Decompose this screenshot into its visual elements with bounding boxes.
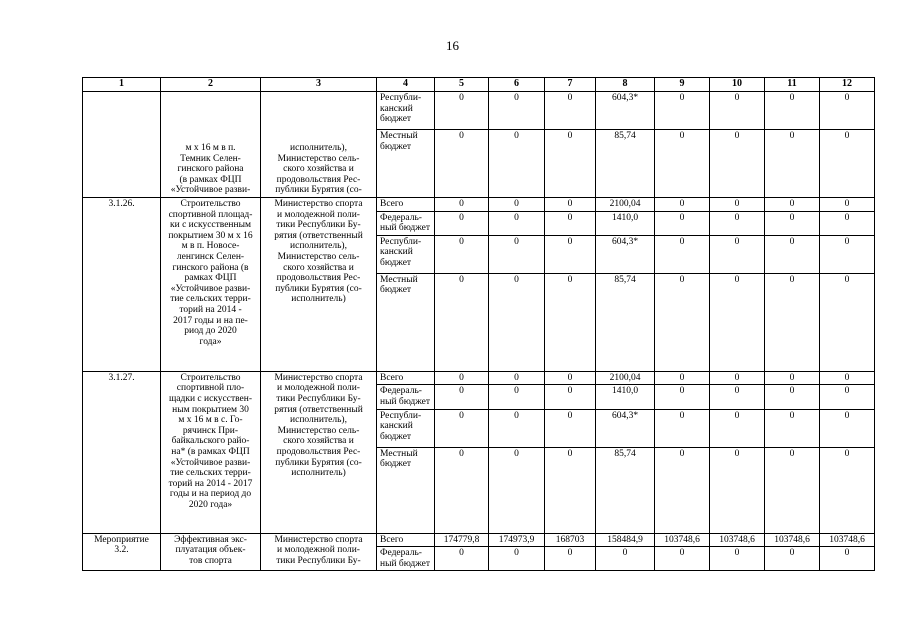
- value-cell: 0: [765, 385, 820, 409]
- value-cell: 0: [765, 409, 820, 447]
- value-cell: 0: [710, 547, 765, 571]
- table-body: [83, 92, 875, 571]
- column-header: 1: [83, 78, 161, 92]
- value-cell: 0: [489, 198, 545, 212]
- value-cell: 0: [435, 211, 489, 235]
- value-cell: 158484,9: [596, 533, 655, 547]
- funding-source: Местный бюджет: [377, 273, 435, 371]
- value-cell: 0: [489, 409, 545, 447]
- value-cell: 0: [655, 273, 710, 371]
- value-cell: 1410,0: [596, 385, 655, 409]
- item-number: [83, 92, 161, 198]
- column-header: 5: [435, 78, 489, 92]
- value-cell: 0: [435, 198, 489, 212]
- value-cell: 0: [655, 92, 710, 130]
- value-cell: 604,3*: [596, 92, 655, 130]
- value-cell: 0: [820, 198, 875, 212]
- funding-source: Всего: [377, 533, 435, 547]
- value-cell: 0: [655, 447, 710, 533]
- value-cell: 0: [655, 371, 710, 385]
- item-name: Эффективная экс- плуатация объек- тов спорта: [161, 533, 261, 571]
- value-cell: 0: [545, 130, 596, 198]
- value-cell: 0: [765, 447, 820, 533]
- value-cell: 0: [655, 547, 710, 571]
- value-cell: 0: [489, 235, 545, 273]
- header-row: [83, 78, 875, 92]
- funding-source: Федераль- ный бюджет: [377, 547, 435, 571]
- value-cell: 0: [710, 211, 765, 235]
- item-executor: Министерство спорта и молодежной поли- тики Республики Бу- рятия (ответственный исполнитель), Министерство сель- ского хозяйства и продовольствия Рес- публики Бурятия (со- исполнитель): [261, 198, 377, 372]
- value-cell: 2100,04: [596, 198, 655, 212]
- value-cell: 0: [820, 409, 875, 447]
- value-cell: 0: [820, 273, 875, 371]
- value-cell: 103748,6: [820, 533, 875, 547]
- value-cell: 0: [765, 92, 820, 130]
- value-cell: 85,74: [596, 130, 655, 198]
- value-cell: 0: [489, 130, 545, 198]
- value-cell: 85,74: [596, 447, 655, 533]
- value-cell: 0: [489, 211, 545, 235]
- value-cell: 2100,04: [596, 371, 655, 385]
- column-header: 7: [545, 78, 596, 92]
- value-cell: 0: [820, 235, 875, 273]
- item-executor: Министерство спорта и молодежной поли- тики Республики Бу- рятия (ответственный исполнитель), Министерство сель- ского хозяйства и продовольствия Рес- публики Бурятия (со- исполнитель): [261, 371, 377, 533]
- funding-source: Федераль- ный бюджет: [377, 211, 435, 235]
- column-header: 9: [655, 78, 710, 92]
- funding-source: Республи- канский бюджет: [377, 235, 435, 273]
- value-cell: 0: [710, 198, 765, 212]
- table-row: [83, 92, 875, 130]
- value-cell: 103748,6: [655, 533, 710, 547]
- value-cell: 0: [545, 547, 596, 571]
- value-cell: 0: [435, 92, 489, 130]
- value-cell: 604,3*: [596, 235, 655, 273]
- item-number: 3.1.27.: [83, 371, 161, 533]
- value-cell: 0: [710, 92, 765, 130]
- value-cell: 0: [435, 273, 489, 371]
- value-cell: 0: [545, 447, 596, 533]
- item-name: Строительство спортивной площад- ки с искусственным покрытием 30 м х 16 м в п. Новосе- ленгинск Селен- гинского района (в рамках ФЦП «Устойчивое разви- тие сельских терри- торий на 2014 - 2017 годы и на пе- риод до 2020 года»: [161, 198, 261, 372]
- value-cell: 0: [765, 130, 820, 198]
- value-cell: 0: [765, 547, 820, 571]
- item-name: Строительство спортивной пло- щадки с искусствен- ным покрытием 30 м х 16 м в с. Го- рячинск При- байкальского райо- на* (в рамках ФЦП «Устойчивое разви- тие сельских терри- торий на 2014 - 2017 годы и на период до 2020 года»: [161, 371, 261, 533]
- table-row: [83, 371, 875, 385]
- value-cell: 0: [545, 211, 596, 235]
- value-cell: 0: [489, 385, 545, 409]
- value-cell: 0: [710, 371, 765, 385]
- value-cell: 174973,9: [489, 533, 545, 547]
- value-cell: 0: [655, 385, 710, 409]
- value-cell: 0: [435, 409, 489, 447]
- value-cell: 0: [489, 92, 545, 130]
- column-header: 2: [161, 78, 261, 92]
- value-cell: 0: [765, 273, 820, 371]
- value-cell: 0: [820, 385, 875, 409]
- value-cell: 0: [820, 547, 875, 571]
- column-header: 10: [710, 78, 765, 92]
- value-cell: 103748,6: [765, 533, 820, 547]
- value-cell: 0: [655, 211, 710, 235]
- value-cell: 0: [655, 198, 710, 212]
- column-header: 6: [489, 78, 545, 92]
- column-header: 11: [765, 78, 820, 92]
- value-cell: 0: [710, 273, 765, 371]
- value-cell: 85,74: [596, 273, 655, 371]
- funding-source: Местный бюджет: [377, 447, 435, 533]
- value-cell: 0: [765, 235, 820, 273]
- value-cell: 0: [545, 371, 596, 385]
- value-cell: 0: [655, 235, 710, 273]
- value-cell: 0: [435, 371, 489, 385]
- funding-source: Местный бюджет: [377, 130, 435, 198]
- value-cell: 0: [710, 235, 765, 273]
- value-cell: 0: [545, 235, 596, 273]
- value-cell: 0: [489, 371, 545, 385]
- value-cell: 174779,8: [435, 533, 489, 547]
- value-cell: 0: [435, 447, 489, 533]
- value-cell: 0: [710, 130, 765, 198]
- funding-source: Федераль- ный бюджет: [377, 385, 435, 409]
- column-header: 3: [261, 78, 377, 92]
- value-cell: 0: [435, 235, 489, 273]
- value-cell: 0: [710, 385, 765, 409]
- table-row: [83, 198, 875, 212]
- value-cell: 0: [820, 447, 875, 533]
- value-cell: 0: [435, 547, 489, 571]
- column-header: 8: [596, 78, 655, 92]
- value-cell: 0: [710, 447, 765, 533]
- value-cell: 0: [489, 273, 545, 371]
- value-cell: 0: [489, 547, 545, 571]
- value-cell: 0: [596, 547, 655, 571]
- funding-source: Республи- канский бюджет: [377, 92, 435, 130]
- value-cell: 0: [710, 409, 765, 447]
- value-cell: 0: [489, 447, 545, 533]
- funding-source: Всего: [377, 371, 435, 385]
- item-executor: Министерство спорта и молодежной поли- тики Республики Бу-: [261, 533, 377, 571]
- value-cell: 1410,0: [596, 211, 655, 235]
- item-number: 3.1.26.: [83, 198, 161, 372]
- value-cell: 0: [435, 385, 489, 409]
- value-cell: 0: [435, 130, 489, 198]
- value-cell: 0: [545, 385, 596, 409]
- value-cell: 168703: [545, 533, 596, 547]
- item-name: м х 16 м в п. Темник Селен- гинского района (в рамках ФЦП «Устойчивое разви-: [161, 92, 261, 198]
- value-cell: 0: [820, 211, 875, 235]
- value-cell: 0: [765, 198, 820, 212]
- value-cell: 0: [655, 409, 710, 447]
- column-header: 4: [377, 78, 435, 92]
- budget-table: [82, 77, 875, 571]
- value-cell: 0: [545, 198, 596, 212]
- page-number: 16: [446, 38, 459, 53]
- table-row: [83, 533, 875, 547]
- value-cell: 0: [655, 130, 710, 198]
- item-executor: исполнитель), Министерство сель- ского хозяйства и продовольствия Рес- публики Бурятия (со-: [261, 92, 377, 198]
- value-cell: 103748,6: [710, 533, 765, 547]
- value-cell: 0: [545, 273, 596, 371]
- funding-source: Республи- канский бюджет: [377, 409, 435, 447]
- value-cell: 0: [765, 211, 820, 235]
- value-cell: 604,3*: [596, 409, 655, 447]
- value-cell: 0: [545, 409, 596, 447]
- value-cell: 0: [765, 371, 820, 385]
- value-cell: 0: [820, 371, 875, 385]
- value-cell: 0: [820, 92, 875, 130]
- item-number: Мероприятие 3.2.: [83, 533, 161, 571]
- value-cell: 0: [820, 130, 875, 198]
- funding-source: Всего: [377, 198, 435, 212]
- column-header: 12: [820, 78, 875, 92]
- value-cell: 0: [545, 92, 596, 130]
